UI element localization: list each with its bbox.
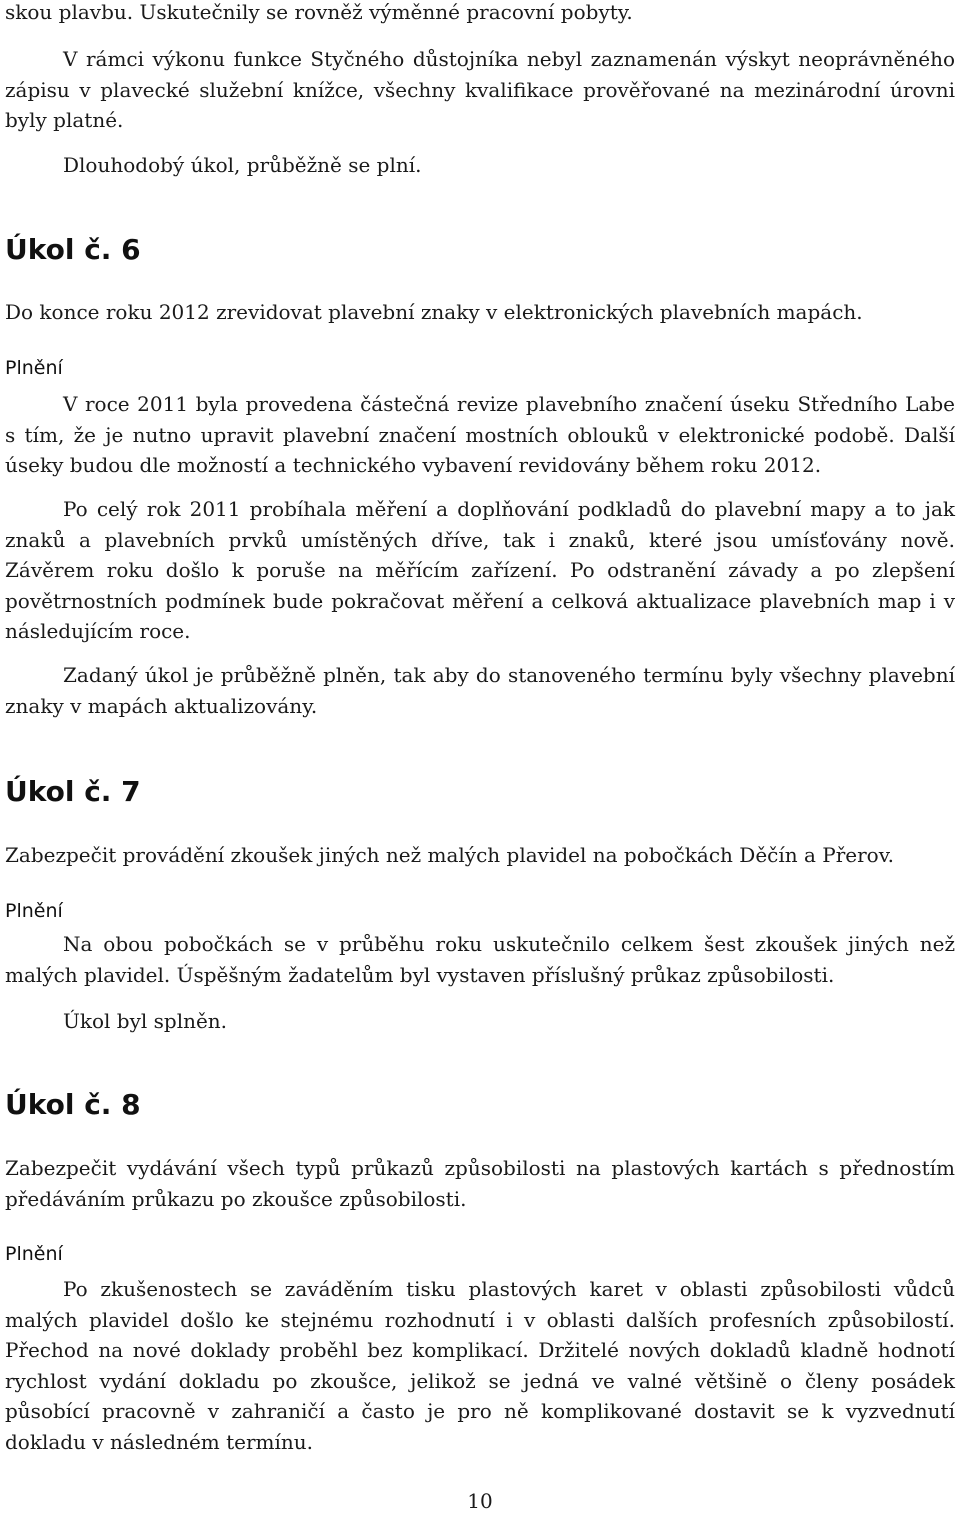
continuation-paragraph: skou plavbu. Uskutečnily se rovněž výměnné pracovní pobyty. bbox=[5, 0, 633, 24]
task-6-paragraph-3: Zadaný úkol je průběžně plněn, tak aby do stanoveného termínu byly všechny plavební znaky v mapách aktualizovány. bbox=[5, 663, 955, 718]
task-6-paragraph-2: Po celý rok 2011 probíhala měření a doplňování podkladů do plavební mapy a to jak znaků a plavebních prvků umístěných dříve, tak i znaků, které jsou umísťovány nově. Závěrem roku došlo k poruše na měřícím zařízení. Po odstranění závady a po zlepšení povětrnostních podmínek bude pokračovat měření a celková aktualizace plavebních map i v následujícím roce. bbox=[5, 497, 955, 643]
task-8-paragraph-1: Po zkušenostech se zaváděním tisku plastových karet v oblasti způsobilosti vůdců malých plavidel došlo ke stejnému rozhodnutí i v oblasti dalších profesních způsobilostí. Přechod na nové doklady proběhl bez komplikací. Držitelé nových dokladů kladně hodnotí rychlost vydání dokladu po zkoušce, jelikož se jedná ve valné většině o členy posádek působící pracovně v zahraničí a často je pro ně komplikované dostavit se k vyzvednutí dokladu v následném termínu. bbox=[5, 1277, 955, 1454]
page-number: 10 bbox=[467, 1489, 493, 1513]
task-7-paragraph-1: Na obou pobočkách se v průběhu roku uskutečnilo celkem šest zkoušek jiných než malých plavidel. Úspěšným žadatelům byl vystaven příslušný průkaz způsobilosti. bbox=[5, 932, 955, 987]
long-term-task-note: Dlouhodobý úkol, průběžně se plní. bbox=[63, 153, 422, 177]
task-6-paragraph-1: V roce 2011 byla provedena částečná revize plavebního značení úseku Středního Labe s tím, že je nutno upravit plavební značení mostních oblouků v elektronické podobě. Další úseky budou dle možností a technického vybavení revidovány během roku 2012. bbox=[5, 392, 955, 477]
task-7-heading: Úkol č. 7 bbox=[5, 775, 141, 808]
task-6-heading: Úkol č. 6 bbox=[5, 233, 141, 266]
task-6-fulfillment-label: Plnění bbox=[5, 357, 63, 379]
task-8-fulfillment-label: Plnění bbox=[5, 1243, 63, 1265]
task-8-heading: Úkol č. 8 bbox=[5, 1088, 141, 1121]
liaison-officer-paragraph: V rámci výkonu funkce Styčného důstojníka nebyl zaznamenán výskyt neoprávněného zápisu v plavecké služební knížce, všechny kvalifikace prověřované na mezinárodní úrovni byly platné. bbox=[5, 47, 955, 132]
task-7-description: Zabezpečit provádění zkoušek jiných než malých plavidel na pobočkách Děčín a Přerov. bbox=[5, 843, 895, 867]
task-7-paragraph-2: Úkol byl splněn. bbox=[63, 1009, 228, 1033]
task-7-fulfillment-label: Plnění bbox=[5, 900, 63, 922]
task-8-description: Zabezpečit vydávání všech typů průkazů způsobilosti na plastových kartách s přednostím předáváním průkazu po zkoušce způsobilosti. bbox=[5, 1156, 955, 1211]
task-6-description: Do konce roku 2012 zrevidovat plavební znaky v elektronických plavebních mapách. bbox=[5, 300, 863, 324]
